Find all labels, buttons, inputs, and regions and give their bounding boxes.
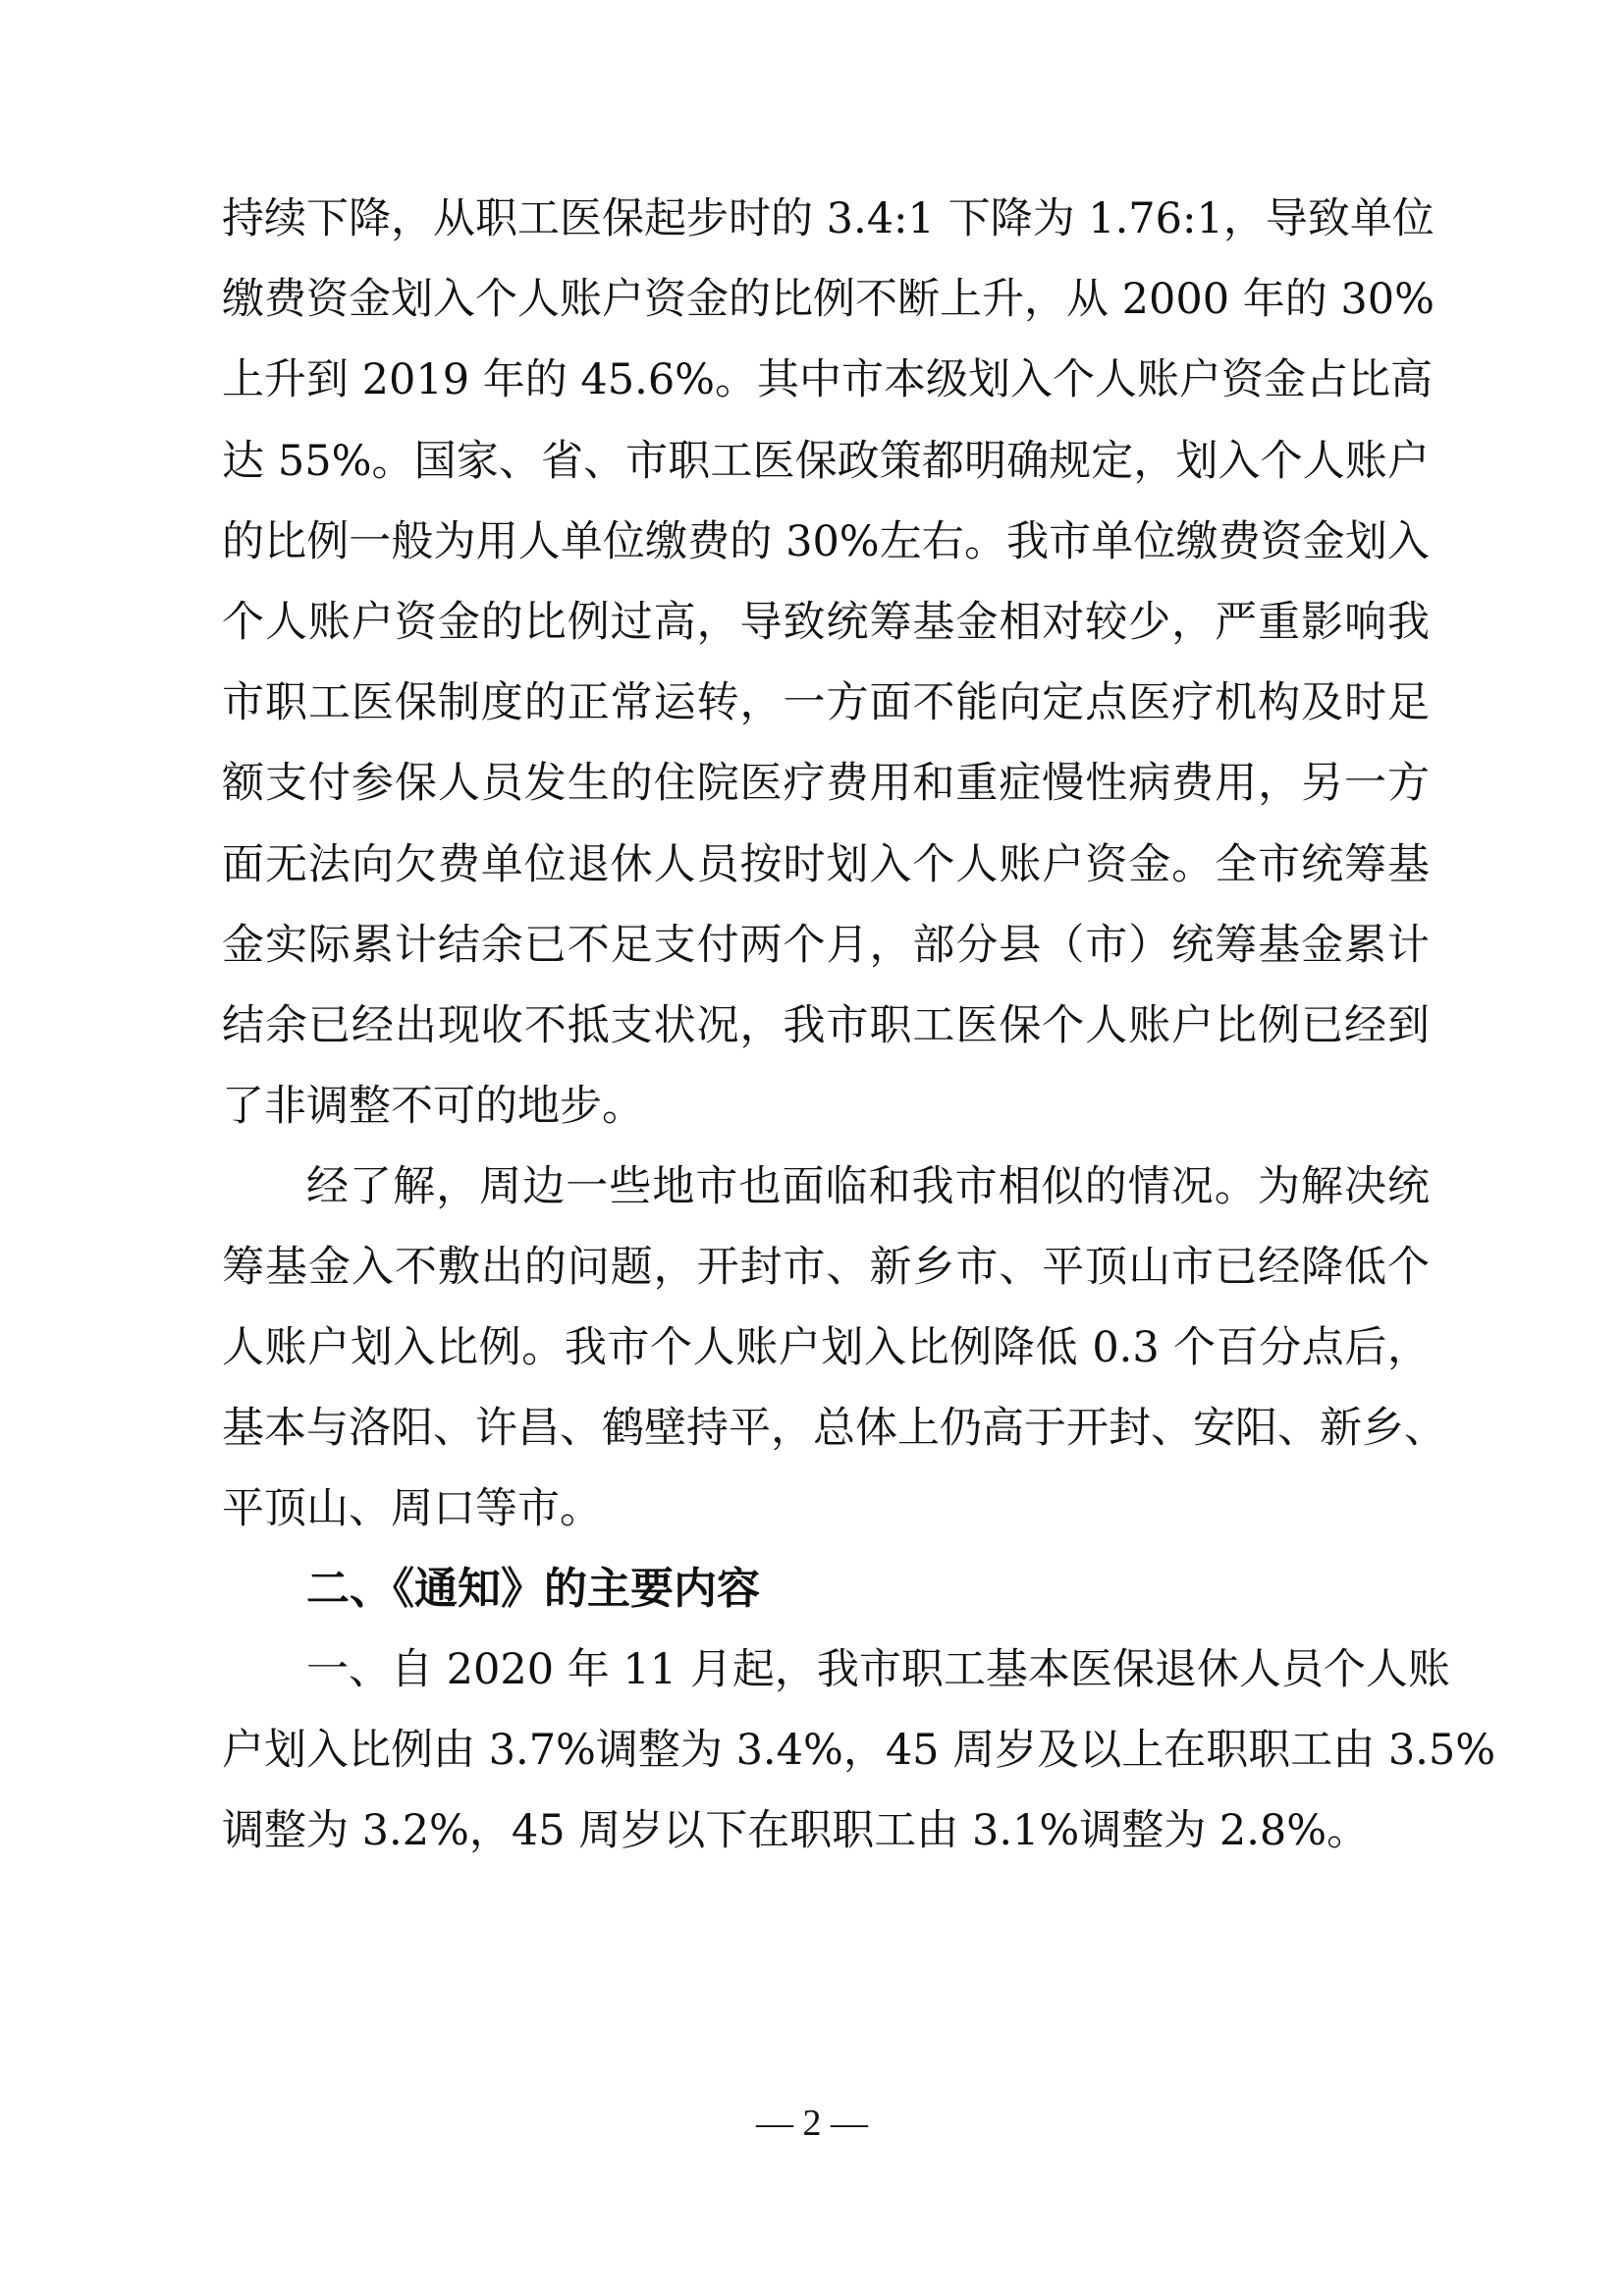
section-heading: 二、《通知》的主要内容: [306, 1564, 760, 1614]
paragraph-line: 个人账户资金的比例过高，导致统筹基金相对较少，严重影响我: [222, 598, 1430, 647]
paragraph-line: 面无法向欠费单位退休人员按时划入个人账户资金。全市统筹基: [222, 840, 1430, 889]
paragraph-line: 达 55%。国家、省、市职工医保政策都明确规定，划入个人账户: [222, 437, 1430, 486]
paragraph-line: 经了解，周边一些地市也面临和我市相似的情况。为解决统: [306, 1162, 1430, 1211]
paragraph-line: 上升到 2019 年的 45.6%。其中市本级划入个人账户资金占比高: [222, 355, 1434, 404]
paragraph-line: 人账户划入比例。我市个人账户划入比例降低 0.3 个百分点后，: [222, 1323, 1430, 1372]
paragraph-line: 基本与洛阳、许昌、鹤壁持平，总体上仍高于开封、安阳、新乡、: [222, 1404, 1446, 1453]
paragraph-line: 额支付参保人员发生的住院医疗费用和重症慢性病费用，另一方: [222, 759, 1430, 808]
page-number: — 2 —: [756, 2103, 868, 2144]
paragraph-line: 持续下降，从职工医保起步时的 3.4:1 下降为 1.76:1，导致单位: [222, 194, 1435, 243]
paragraph-line: 市职工医保制度的正常运转，一方面不能向定点医疗机构及时足: [222, 678, 1430, 727]
paragraph-line: 一、自 2020 年 11 月起，我市职工基本医保退休人员个人账: [306, 1645, 1450, 1694]
paragraph-line: 调整为 3.2%，45 周岁以下在职职工由 3.1%调整为 2.8%。: [222, 1806, 1370, 1855]
paragraph-line: 的比例一般为用人单位缴费的 30%左右。我市单位缴费资金划入: [222, 517, 1430, 566]
paragraph-line: 平顶山、周口等市。: [222, 1484, 602, 1533]
paragraph-line: 了非调整不可的地步。: [222, 1082, 644, 1131]
paragraph-line: 筹基金入不敷出的问题，开封市、新乡市、平顶山市已经降低个: [222, 1243, 1430, 1292]
paragraph-line: 结余已经出现收不抵支状况，我市职工医保个人账户比例已经到: [222, 1001, 1430, 1050]
paragraph-line: 缴费资金划入个人账户资金的比例不断上升，从 2000 年的 30%: [222, 275, 1435, 324]
paragraph-line: 金实际累计结余已不足支付两个月，部分县（市）统筹基金累计: [222, 921, 1430, 970]
paragraph-line: 户划入比例由 3.7%调整为 3.4%，45 周岁及以上在职职工由 3.5%: [222, 1726, 1496, 1775]
